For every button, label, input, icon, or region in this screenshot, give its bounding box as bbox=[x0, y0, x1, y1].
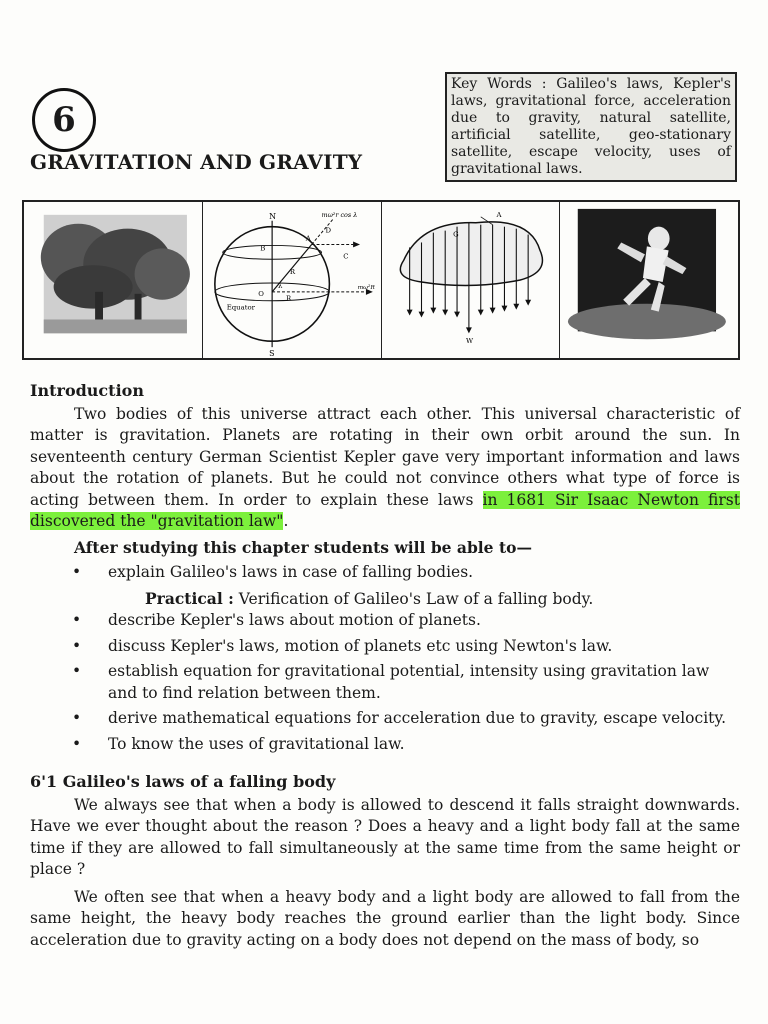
practical-text: Verification of Galileo's Law of a falling body. bbox=[233, 589, 594, 608]
objective-item: • discuss Kepler's laws, motion of planets etc using Newton's law. bbox=[30, 636, 740, 658]
label-a: A bbox=[496, 210, 502, 219]
label-n: N bbox=[268, 211, 276, 221]
label-r2: R bbox=[285, 294, 291, 303]
label-d: D bbox=[325, 226, 331, 235]
center-of-gravity-diagram bbox=[382, 202, 561, 358]
objective-item: • establish equation for gravitational potential, intensity using gravitation law and to find relation between them. bbox=[30, 661, 740, 704]
practical-note bbox=[30, 588, 740, 611]
introduction-paragraph bbox=[30, 404, 740, 533]
objective-item: • To know the uses of gravitational law. bbox=[30, 734, 740, 756]
label-c: C bbox=[342, 252, 349, 261]
label-force-r: mω²R bbox=[357, 284, 375, 291]
label-s: S bbox=[268, 349, 275, 358]
figure-strip bbox=[22, 200, 740, 360]
page-content bbox=[30, 380, 740, 951]
tree-illustration bbox=[24, 202, 202, 358]
introduction-heading: Introduction bbox=[30, 381, 144, 400]
label-w: W bbox=[465, 337, 473, 346]
label-a: A bbox=[305, 234, 311, 243]
label-equator: Equator bbox=[226, 303, 255, 312]
label-o: O bbox=[258, 289, 264, 298]
label-force-cos: mω²r cos λ bbox=[321, 210, 358, 219]
introduction-end: . bbox=[283, 512, 289, 530]
introduction-text: Two bodies of this universe attract each other. This universal characteristic of matter is gravitation. Planets are rotating in their own orbit around the sun. In seventeenth century German Scientist Kepler gave very important information and laws about the rotation of planets. But he could not convince others what type of force is acting between them. In order to explain these laws bbox=[30, 404, 740, 509]
label-b: B bbox=[260, 244, 266, 253]
astronaut-illustration bbox=[560, 202, 738, 358]
label-r1: R bbox=[289, 268, 295, 277]
highlighted-text: in 1681 Sir Isaac Newton first discovered the "gravitation law" bbox=[30, 490, 740, 530]
keywords-box: Key Words : Galileo's laws, Kepler's laws, gravitational force, acceleration due to gravity, natural satellite, artificial satellite, geo-stationary satellite, escape velocity, uses of gravitational laws. bbox=[445, 72, 737, 182]
section-heading: 6'1 Galileo's laws of a falling body bbox=[30, 772, 336, 791]
objectives-list-continued bbox=[30, 610, 740, 755]
astronaut-photo bbox=[560, 202, 738, 358]
objective-item: • describe Kepler's laws about motion of planets. bbox=[30, 610, 740, 632]
objectives-list bbox=[30, 562, 740, 584]
tree-photo bbox=[24, 202, 203, 358]
chapter-number: 6 bbox=[32, 88, 96, 152]
label-lambda: λ bbox=[277, 281, 283, 290]
section-paragraph-1: We always see that when a body is allowed to descend it falls straight downwards. Have we ever thought about the reason ? Does a heavy and a light body fall at the same time if they are allowed to fall simultaneously at the same time from the same height or place ? bbox=[30, 795, 740, 878]
objective-item: • derive mathematical equations for acceleration due to gravity, escape velocity. bbox=[30, 708, 740, 730]
label-g: G bbox=[452, 230, 459, 239]
practical-label: Practical : bbox=[145, 588, 234, 608]
chapter-title: GRAVITATION AND GRAVITY bbox=[30, 150, 363, 174]
objectives-lead: After studying this chapter students will be able to— bbox=[74, 537, 532, 557]
objective-item: • explain Galileo's laws in case of falling bodies. bbox=[30, 562, 740, 584]
earth-rotation-diagram bbox=[203, 202, 382, 358]
section-paragraph-2: We often see that when a heavy body and a light body are allowed to fall from the same height, the heavy body reaches the ground earlier than the light body. Since acceleration due to gravity acting on a body does not depend on the mass of body, so bbox=[30, 887, 740, 949]
